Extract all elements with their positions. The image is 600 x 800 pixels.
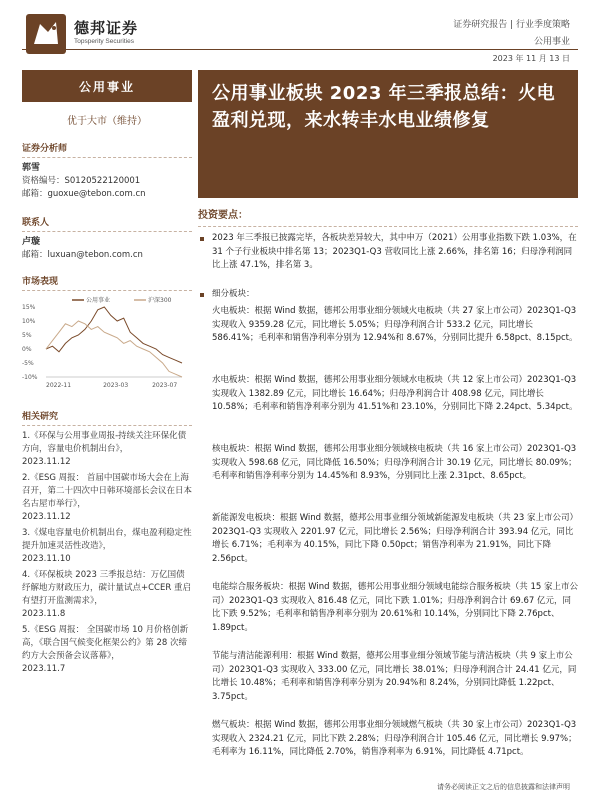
segments-label: 细分板块： <box>212 289 255 299</box>
paragraph-gas: 燃气板块：根据 Wind 数据，德邦公用事业细分领域燃气板块（共 30 家上市公司）2023Q1-Q3 实现收入 2324.21 亿元，同比下跌 2.28%；归母净利润合计 105.46 亿元，同比增长 9.97%；毛利率为 16.11%，同比降低 2.70%，销售净利率为 6.91%，同比降低 4.71pct。 <box>212 720 577 757</box>
paragraph-thermal-power: 火电板块：根据 Wind 数据，德邦公用事业细分领域火电板块（共 27 家上市公司）2023Q1-Q3 实现收入 9359.28 亿元，同比增长 5.05%；归母净利润合计 533.2 亿元，同比增长 586.41%；毛利率和销售净利率分别为 12.94%和 8.67%，分别同比提升 6.58pct、8.15pct。 <box>212 306 578 343</box>
y-tick-label: 10% <box>22 318 36 325</box>
bullet-icon <box>200 293 204 297</box>
segments-bullet <box>200 288 578 302</box>
logo-english-name: Topsperity Securities <box>74 38 134 45</box>
header-divider <box>22 49 578 50</box>
paragraph-hydropower: 水电板块：根据 Wind 数据，德邦公用事业细分领域水电板块（共 12 家上市公司）2023Q1-Q3 实现收入 1382.89 亿元，同比增长 16.64%；归母净利润合计 408.98 亿元，同比增长 10.58%；毛利率和销售净利率分别为 41.51%和 23.10%，分别同比下降 2.24pct、5.34pct。 <box>212 375 578 412</box>
summary-bullet <box>200 232 578 273</box>
related-research-item[interactable] <box>22 624 192 676</box>
related-research-date: 2023.11.12 <box>22 457 71 467</box>
report-sector-label: 公用事业 <box>533 37 570 47</box>
report-date: 2023 年 11 月 13 日 <box>492 54 570 63</box>
report-type: 证券研究报告 | 行业季度策略 <box>453 20 570 30</box>
x-tick-label: 2022-11 <box>46 382 72 389</box>
tebon-logo-icon <box>26 14 66 54</box>
contact-email[interactable]: 邮箱：luxuan@tebon.com.cn <box>22 250 143 260</box>
related-section-title: 相关研究 <box>22 409 192 426</box>
sector-badge: 公用事业 <box>22 70 192 102</box>
summary-text: 2023 年三季报已披露完毕，各板块差异较大，其中申万（2021）公用事业指数下跌 1.03%，在 31 个子行业板块中排名第 13；2023Q1-Q3 营收同比上涨 2.66%，排名第 16；归母净利润同比上涨 47.1%，排名第 3。 <box>212 233 577 270</box>
investment-highlights-heading <box>198 203 578 227</box>
related-research-title: 3.《煤电容量电价机制出台，煤电盈利稳定性提升加速灵活性改造》， <box>22 528 192 551</box>
footer-disclaimer: 请务必阅读正文之后的信息披露和法律声明 <box>437 783 570 791</box>
related-research-item[interactable] <box>22 430 192 469</box>
market-chart-title: 市场表现 <box>22 277 59 287</box>
logo-chinese-name: 德邦证券 <box>74 19 139 37</box>
analyst-info <box>22 162 192 201</box>
contact-section-title: 联系人 <box>22 215 192 232</box>
related-research-item[interactable] <box>22 569 192 621</box>
series-line <box>46 307 182 363</box>
legend-label: 沪深300 <box>148 297 172 304</box>
related-research-date: 2023.11.12 <box>22 512 71 522</box>
contact-name: 卢璇 <box>22 237 41 247</box>
report-header <box>0 0 600 70</box>
rating-label: 优于大市（维持） <box>67 116 147 127</box>
y-tick-label: 5% <box>22 332 32 339</box>
related-research-list <box>22 430 192 676</box>
paragraph-energy-saving: 节能与清洁能源利用：根据 Wind 数据，德邦公用事业细分领域节能与清洁板块（共 9 家上市公司）2023Q1-Q3 实现收入 333.00 亿元，同比增长 38.01%；归母净利润合计 24.41 亿元，同比增长 10.48%；毛利率和销售净利率分别为 20.94%和 8.24%，分别同比降低 1.22pct、3.75pct。 <box>212 651 577 702</box>
left-sidebar <box>22 70 192 790</box>
related-research-date: 2023.11.7 <box>22 664 66 674</box>
analyst-section-title: 证券分析师 <box>22 141 192 158</box>
y-tick-label: 0% <box>22 346 32 353</box>
contact-info <box>22 236 192 262</box>
related-research-date: 2023.11.10 <box>22 554 71 564</box>
paragraph-new-energy: 新能源发电板块：根据 Wind 数据，德邦公用事业细分领域新能源发电板块（共 23 家上市公司）2023Q1-Q3 实现收入 2201.97 亿元，同比增长 2.56%；归母净利润合计 393.94 亿元，同比增长 6.71%；毛利率为 40.15%，同比下降 0.50pct；销售净利率为 21.91%，同比下降 2.56pct。 <box>212 513 578 564</box>
related-research-title: 2.《ESG 周报： 首届中国碳市场大会在上海召开，第二十四次中日韩环境部长会议在日本名古屋市举行》， <box>22 473 193 509</box>
market-chart-svg <box>22 295 192 395</box>
y-tick-label: -10% <box>22 374 38 381</box>
related-research-title: 1.《环保与公用事业周报-持续关注环保化债方向，容量电价机制出台》， <box>22 431 187 454</box>
y-tick-label: 15% <box>22 304 36 311</box>
market-performance-chart <box>22 295 192 395</box>
analyst-name: 郭雪 <box>22 163 41 173</box>
report-title-box <box>198 70 578 198</box>
market-chart-header <box>22 274 192 291</box>
related-research-title: 5.《ESG 周报： 全国碳市场 10 月价格创新高，《联合国气候变化框架公约》第 28 次缔约方大会预备会议落幕》， <box>22 625 189 661</box>
x-tick-label: 2023-03 <box>103 382 129 389</box>
series-line <box>46 321 182 377</box>
analyst-email[interactable]: 邮箱：guoxue@tebon.com.cn <box>22 189 146 199</box>
related-research-date: 2023.11.8 <box>22 609 66 619</box>
investment-highlights-label: 投资要点： <box>198 210 248 221</box>
related-research-item[interactable] <box>22 472 192 524</box>
related-research-title: 4.《环保板块 2023 三季报总结：万亿国债纾解地方财政压力，碳计量试点+CCER 重启有望打开监测需求》， <box>22 570 191 606</box>
paragraph-power-services: 电能综合服务板块：根据 Wind 数据，德邦公用事业细分领域电能综合服务板块（共 15 家上市公司）2023Q1-Q3 实现收入 816.48 亿元，同比下跌 1.01%；归母净利润合计 69.67 亿元，同比下跌 9.52%；毛利率和销售净利率分别为 20.61%和 10.14%，分别同比下降 2.76pct、1.89pct。 <box>212 582 578 633</box>
paragraph-nuclear-power: 核电板块：根据 Wind 数据，德邦公用事业细分领域核电板块（共 16 家上市公司）2023Q1-Q3 实现收入 598.68 亿元，同比降低 16.50%；归母净利润合计 30.19 亿元，同比增长 80.09%；毛利率和销售净利率分别为 14.45%和 8.93%，分别同比上涨 2.31pct、8.65pct。 <box>212 444 577 481</box>
x-tick-label: 2023-07 <box>152 382 178 389</box>
y-tick-label: -5% <box>22 360 34 367</box>
analyst-license: 资格编号：S0120522120001 <box>22 176 141 186</box>
report-title: 公用事业板块 2023 年三季报总结：火电盈利兑现，来水转丰水电业绩修复 <box>212 83 556 131</box>
bullet-icon <box>200 237 204 241</box>
legend-label: 公用事业 <box>86 297 111 304</box>
related-research-item[interactable] <box>22 527 192 566</box>
